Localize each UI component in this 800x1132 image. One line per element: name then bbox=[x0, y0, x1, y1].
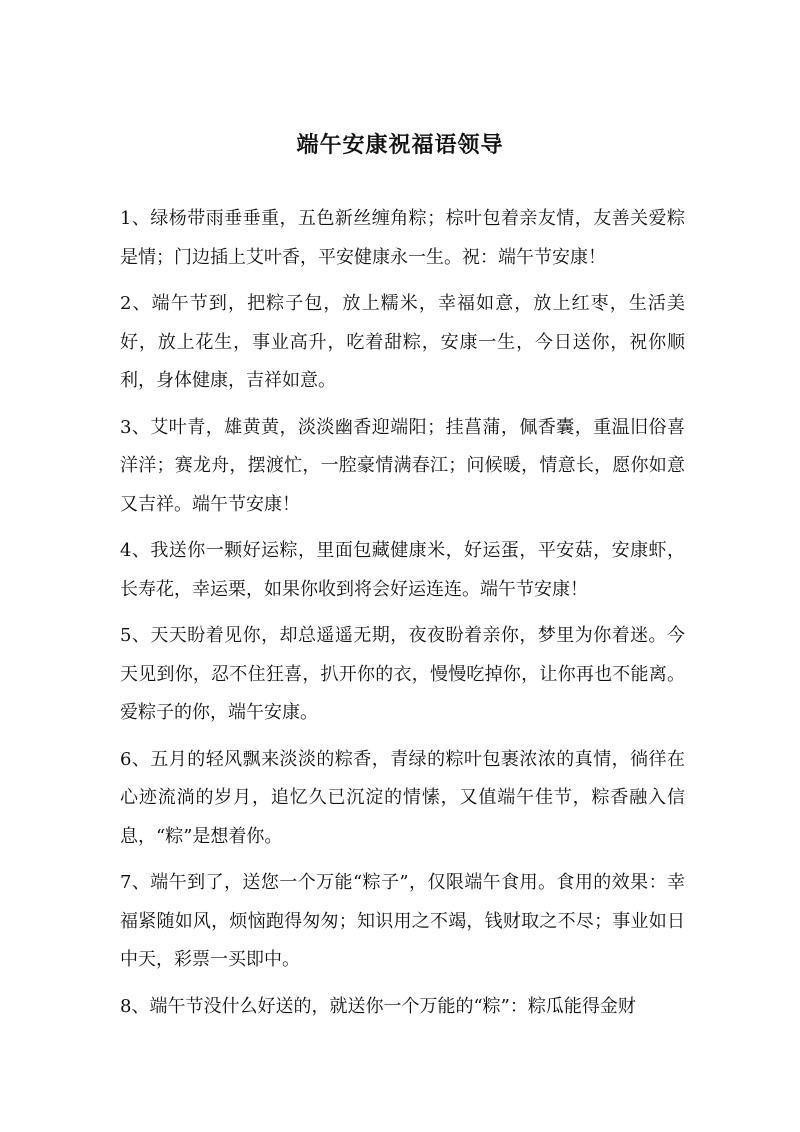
paragraph-6: 6、五月的轻风飘来淡淡的粽香，青绿的粽叶包裹浓浓的真情，徜徉在心迹流淌的岁月，追忆久已沉淀的情愫，又值端午佳节，粽香融入信息，“粽”是想着你。 bbox=[120, 748, 685, 847]
page-title: 端午安康祝福语领导 bbox=[296, 132, 504, 158]
paragraph-5: 5、天天盼着见你，却总遥遥无期，夜夜盼着亲你，梦里为你着迷。今天见到你，忍不住狂喜，扒开你的衣，慢慢吃掉你，让你再也不能离。爱粽子的你，端午安康。 bbox=[120, 625, 685, 723]
paragraph-2: 2、端午节到，把粽子包，放上糯米，幸福如意，放上红枣，生活美好，放上花生，事业高升，吃着甜粽，安康一生，今日送你，祝你顺利，身体健康，吉祥如意。 bbox=[120, 293, 685, 391]
paragraph-7: 7、端午到了，送您一个万能“粽子”，仅限端午食用。食用的效果：幸福紧随如风，烦恼跑得匆匆；知识用之不竭，钱财取之不尽；事业如日中天，彩票一买即中。 bbox=[120, 872, 685, 970]
paragraph-8: 8、端午节没什么好送的，就送你一个万能的“粽”：粽瓜能得金财 bbox=[120, 995, 636, 1017]
paragraph-1: 1、绿杨带雨垂垂重，五色新丝缠角粽；棕叶包着亲友情，友善关爱粽是情；门边插上艾叶香，平安健康永一生。祝：端午节安康！ bbox=[120, 208, 685, 268]
document-body bbox=[120, 200, 685, 1034]
paragraph-3: 3、艾叶青，雄黄黄，淡淡幽香迎端阳；挂菖蒲，佩香囊，重温旧俗喜洋洋；赛龙舟，摆渡忙，一腔豪情满春江；问候暖，情意长，愿你如意又吉祥。端午节安康！ bbox=[120, 416, 685, 515]
paragraph-4: 4、我送你一颗好运粽，里面包藏健康米，好运蛋，平安菇，安康虾，长寿花，幸运栗，如果你收到将会好运连连。端午节安康！ bbox=[120, 540, 685, 600]
